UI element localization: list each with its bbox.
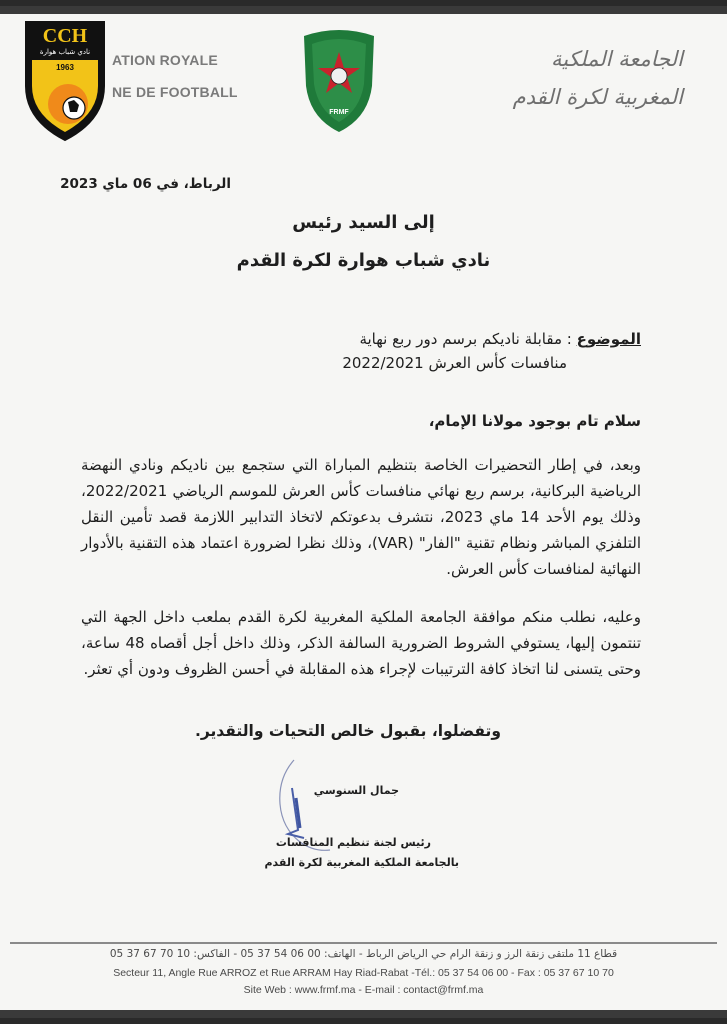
frmf-crest-logo	[296, 26, 382, 136]
top-border	[0, 6, 727, 14]
club-badge-logo	[22, 16, 108, 144]
federation-ar-line2: المغربية لكرة القدم	[512, 85, 683, 109]
signatory-name: جمال السنوسي	[313, 784, 399, 797]
greeting: سلام تام بوجود مولانا الإمام،	[428, 412, 641, 430]
subject-line	[359, 328, 641, 350]
club-badge-subtitle: نادي شباب هوارة	[39, 48, 91, 56]
signatory-title-line2: بالجامعة الملكية المغربية لكرة القدم	[264, 856, 459, 869]
paragraph-2: وعليه، نطلب منكم موافقة الجامعة الملكية المغربية لكرة القدم بملعب داخل الجهة التي تنتمون إليها، يستوفي الشروط الضرورية السالفة الذكر، وذلك داخل أجل أقصاه 48 ساعة، وحتى يتسنى لنا اتخاذ كافة الترتيبات لإجراء هذه المقابلة في أحسن الظروف ودون أي تعثر.	[81, 608, 641, 678]
closing-formula: وتفضلوا، بقبول خالص التحيات والتقدير.	[194, 722, 501, 740]
crest-label: FRMF	[329, 109, 349, 116]
subject-text: : مقابلة ناديكم برسم دور ربع نهاية	[359, 330, 572, 348]
signatory-title-line1: رئيس لجنة تنظيم المنافسات	[275, 836, 431, 849]
letter-date: الرباط، في 06 ماي 2023	[60, 176, 231, 192]
recipient-line2: نادي شباب هوارة لكرة القدم	[236, 250, 491, 271]
federation-name-fr	[112, 44, 238, 108]
federation-name-ar	[483, 40, 683, 116]
federation-fr-line1: ATION ROYALE	[112, 52, 218, 68]
club-badge-text: CCH	[42, 25, 88, 47]
footer-web: Site Web : www.frmf.ma - E-mail : contact@frmf.ma	[243, 984, 484, 996]
recipient-line1: إلى السيد رئيس	[292, 212, 435, 233]
bottom-border	[0, 1010, 727, 1018]
footer-divider	[10, 942, 717, 944]
federation-fr-line2: NE DE FOOTBALL	[112, 84, 238, 100]
footer-address-ar: قطاع 11 ملتقى زنقة الرز و زنقة الرام حي الرياض الرباط - الهاتف: 00 06 54 37 05 - الفاكس: 10 70 67 37 05	[109, 948, 618, 960]
club-badge-year: 1963	[56, 63, 74, 72]
paragraph-1: وبعد، في إطار التحضيرات الخاصة بتنظيم المباراة التي ستجمع بين ناديكم ونادي النهضة الرياضية البركانية، برسم ربع نهائي منافسات كأس العرش للموسم الرياضي 2022/2021، وذلك يوم الأحد 14 ماي 2023، نتشرف بدعوتكم لاتخاذ التدابير اللازمة قصد تأمين النقل التلفزي المباشر ونظام تقنية "الفار" (VAR)، وذلك نظرا لضرورة اعتماد هذه التقنية بالأدوار النهائية لمنافسات كأس العرش.	[81, 456, 641, 578]
federation-ar-line1: الجامعة الملكية	[550, 47, 683, 71]
subject-line2: منافسات كأس العرش 2022/2021	[342, 354, 567, 372]
subject-label: الموضوع	[576, 330, 641, 348]
footer-address-fr: Secteur 11, Angle Rue ARROZ et Rue ARRAM Hay Riad-Rabat -Tél.: 05 37 54 06 00 - Fax : 05 37 67 10 70	[113, 967, 614, 979]
letter-page	[0, 6, 727, 1018]
